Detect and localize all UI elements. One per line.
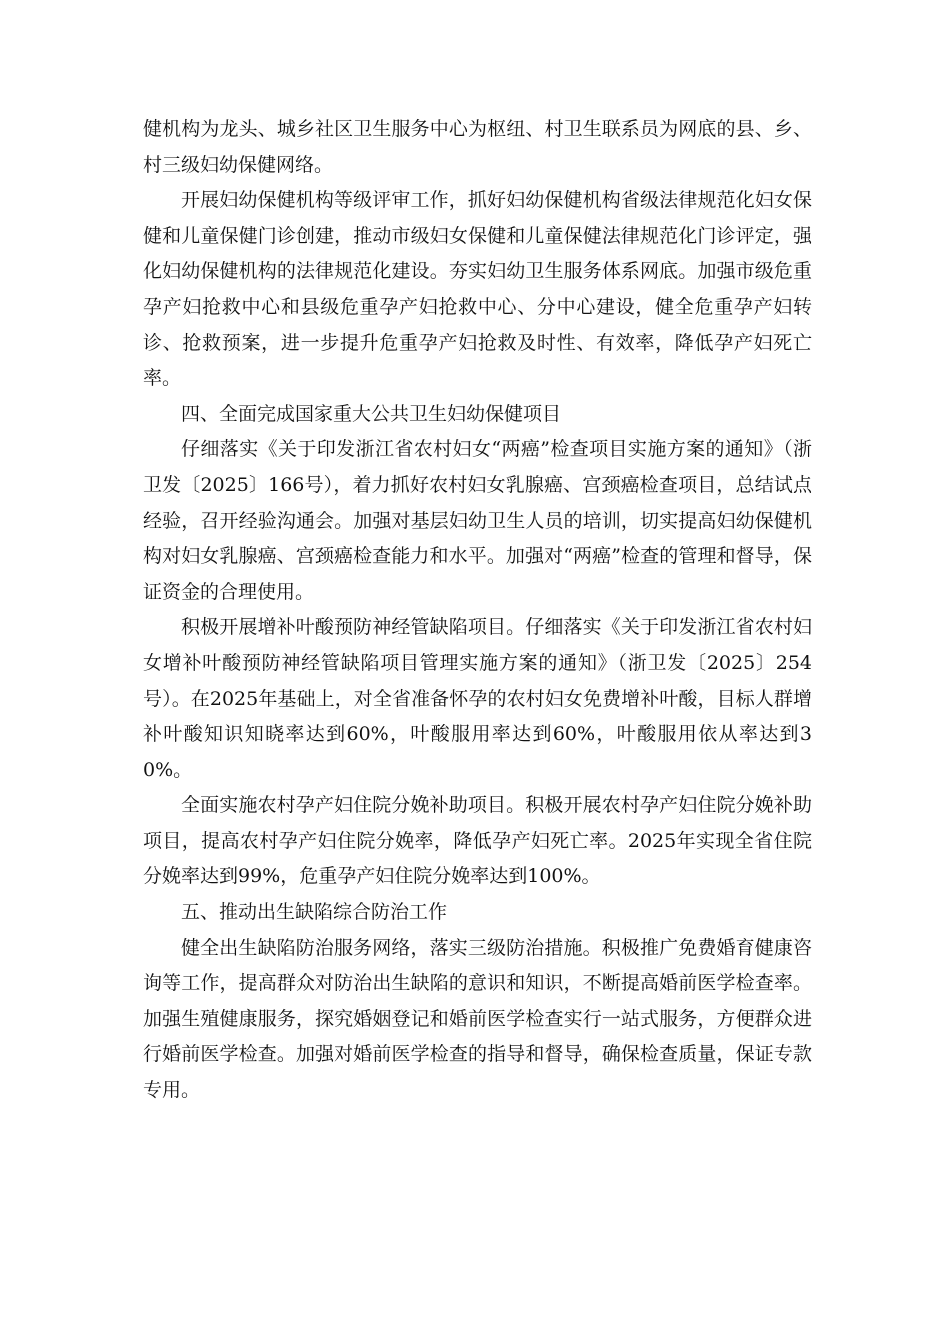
paragraph-grading-review: 开展妇幼保健机构等级评审工作，抓好妇幼保健机构省级法律规范化妇女保健和儿童保健门诊创建，推动市级妇女保健和儿童保健法律规范化门诊评定，强化妇幼保健机构的法律规范化建设。夯实妇幼卫生服务体系网底。加强市级危重孕产妇抢救中心和县级危重孕产妇抢救中心、分中心建设，健全危重孕产妇转诊、抢救预案，进一步提升危重孕产妇抢救及时性、有效率，降低孕产妇死亡率。	[143, 189, 812, 390]
paragraph-network-continuation: 健机构为龙头、城乡社区卫生服务中心为枢纽、村卫生联系员为网底的县、乡、村三级妇幼保健网络。	[143, 118, 812, 176]
paragraph-birth-defects: 健全出生缺陷防治服务网络，落实三级防治措施。积极推广免费婚育健康咨询等工作，提高群众对防治出生缺陷的意识和知识，不断提高婚前医学检查率。加强生殖健康服务，探究婚姻登记和婚前医学检查实行一站式服务，方便群众进行婚前医学检查。加强对婚前医学检查的指导和督导，确保检查质量，保证专款专用。	[143, 936, 812, 1102]
paragraph-hospital-delivery: 全面实施农村孕产妇住院分娩补助项目。积极开展农村孕产妇住院分娩补助项目，提高农村孕产妇住院分娩率，降低孕产妇死亡率。2025年实现全省住院分娩率达到99%，危重孕产妇住院分娩率达到100%。	[143, 794, 812, 888]
paragraph-folic-acid: 积极开展增补叶酸预防神经管缺陷项目。仔细落实《关于印发浙江省农村妇女增补叶酸预防神经管缺陷项目管理实施方案的通知》（浙卫发〔2025〕254号）。在2025年基础上，对全省准备怀孕的农村妇女免费增补叶酸，目标人群增补叶酸知识知晓率达到60%，叶酸服用率达到60%，叶酸服用依从率达到30%。	[143, 616, 812, 781]
section-heading-four: 四、全面完成国家重大公共卫生妇幼保健项目	[181, 402, 562, 425]
section-heading-five: 五、推动出生缺陷综合防治工作	[181, 901, 448, 924]
paragraph-two-cancers: 仔细落实《关于印发浙江省农村妇女“两癌”检查项目实施方案的通知》（浙卫发〔2025〕166号），着力抓好农村妇女乳腺癌、宫颈癌检查项目，总结试点经验，召开经验沟通会。加强对基层妇幼卫生人员的培训，切实提高妇幼保健机构对妇女乳腺癌、宫颈癌检查能力和水平。加强对“两癌”检查的管理和督导，保证资金的合理使用。	[143, 438, 812, 603]
